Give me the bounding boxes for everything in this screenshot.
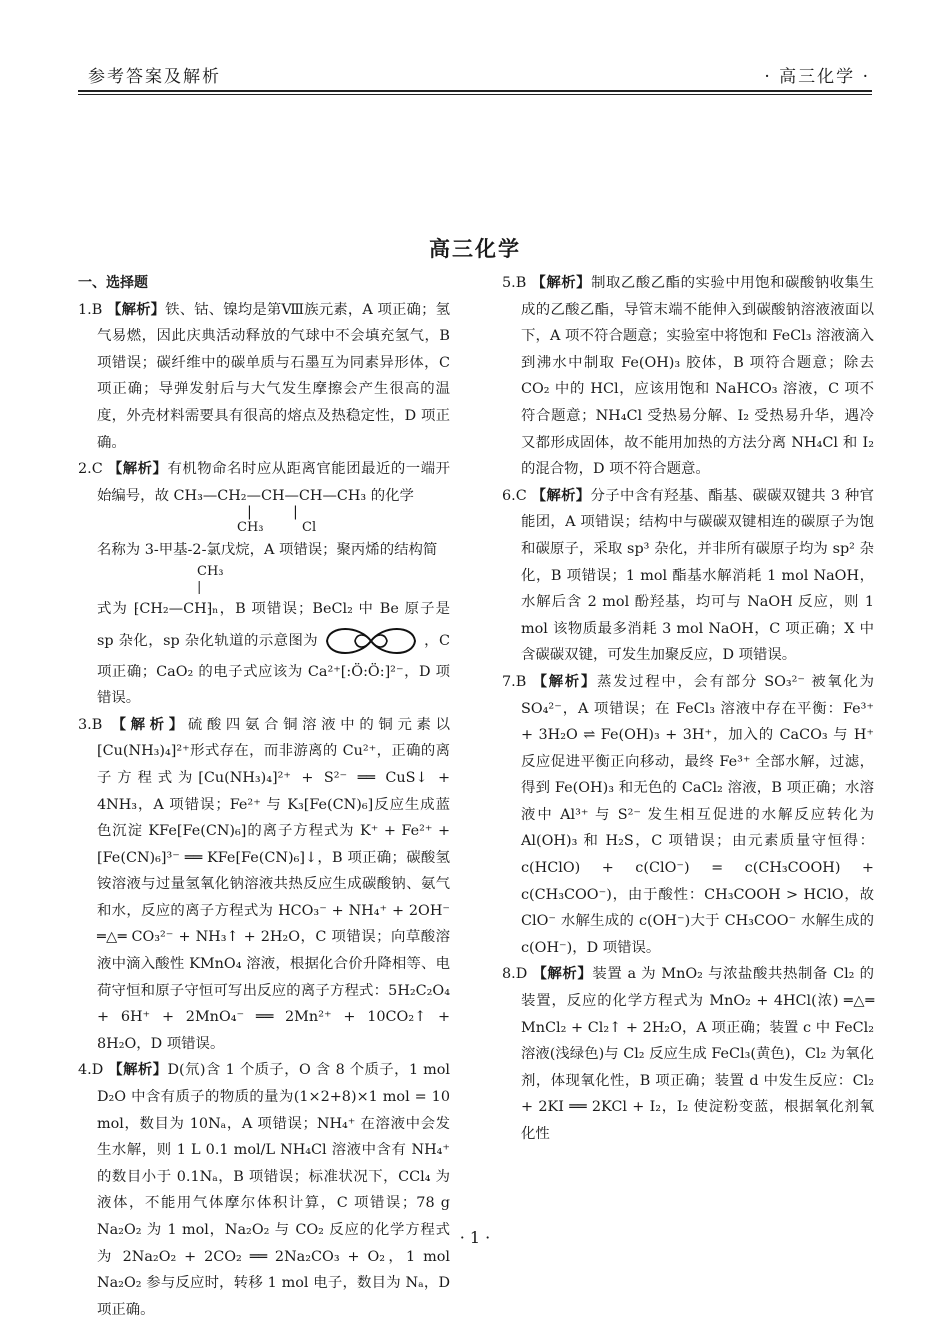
analysis-tag: 【解析】 [532,966,593,983]
right-column [502,270,874,1148]
item-text: 制取乙酸乙酯的实验中用饱和碳酸钠收集生成的乙酸乙酯，导管末端不能伸入到碳酸钠溶液液面以下，A 项不符合题意；实验室中将饱和 FeCl₃ 溶液滴入到沸水中制取 Fe(OH)₃ 胶体，B 项符合题意；除去 CO₂ 中的 HCl，应该用饱和 NaHCO₃ 溶液，C 项不符合题意；NH₄Cl 受热易分解、I₂ 受热易升华，遇冷又都形成固体，故不能用加热的方法分离 NH₄Cl 和 I₂ 的混合物，D 项不符合题意。 [521,275,874,478]
item-number: 8.D [502,966,528,983]
header-left: 参考答案及解析 [88,67,221,87]
item-text-c: 式为 ⁅CH₂—CH⁆ₙ，B 项错误；BeCl₂ 中 Be 原子是 sp 杂化，sp 杂化轨道的示意图为 [97,600,450,649]
item-text: 硫酸四氨合铜溶液中的铜元素以[Cu(NH₃)₄]²⁺形式存在，而非游离的 Cu²⁺，正确的离子方程式为[Cu(NH₃)₄]²⁺ + S²⁻ ══ CuS↓ + 4NH₃，A 项错误；Fe²⁺ 与 K₃[Fe(CN)₆]反应生成蓝色沉淀 KFe[Fe(CN)₆]的离子方程式为 K⁺ + Fe²⁺ + [Fe(CN)₆]³⁻ ══ KFe[Fe(CN)₆]↓，B 项正确；碳酸氢铵溶液与过量氢氧化钠溶液共热反应生成碳酸钠、氨气和水，反应的离子方程式为 HCO₃⁻ + NH₄⁺ + 2OH⁻ ═△═ CO₃²⁻ + NH₃↑ + 2H₂O，C 项错误；向草酸溶液中滴入酸性 KMnO₄ 溶液，根据化合价升降相等、电荷守恒和原子守恒可写出反应的离子方程式：5H₂C₂O₄ + 6H⁺ + 2MnO₄⁻ ══ 2Mn²⁺ + 10CO₂↑ + 8H₂O，D 项错误。 [97,716,450,1052]
section-heading: 一、选择题 [78,275,148,291]
answer-item-5 [502,270,874,483]
answer-item-7 [502,669,874,962]
sp-orbital-diagram [323,623,419,659]
item-number: 1.B [78,301,103,318]
item-text: 分子中含有羟基、酯基、碳碳双键共 3 种官能团，A 项错误；结构中与碳碳双键相连的碳原子为饱和碳原子，采取 sp³ 杂化，并非所有碳原子均为 sp² 杂化，B 项错误；1 mol 酯基水解消耗 1 mol NaOH，水解后含 2 mol 酚羟基，均可与 NaOH 反应，则 1 mol 该物质最多消耗 3 mol NaOH，C 项正确；X 中含碳碳双键，可发生加聚反应，D 项错误。 [521,487,874,664]
analysis-tag: 【解析】 [107,301,166,318]
analysis-tag: 【解析】 [531,275,592,291]
item-text: 装置 a 为 MnO₂ 与浓盐酸共热制备 Cl₂ 的装置，反应的化学方程式为 MnO₂ + 4HCl(浓) ═△═ MnCl₂ + Cl₂↑ + 2H₂O，A 项正确；装置 c 中 FeCl₂ 溶液(浅绿色)与 Cl₂ 反应生成 FeCl₃(黄色)，Cl₂ 为氧化剂，体现氧化性，B 项正确；装置 d 中发生反应：Cl₂ + 2KI ══ 2KCl + I₂，I₂ 使淀粉变蓝，根据氧化剂氧化性 [521,966,875,1142]
item-number: 4.D [78,1062,104,1079]
header-rule-thin [78,94,872,95]
item-text: 蒸发过程中，会有部分 SO₃²⁻ 被氧化为 SO₄²⁻，A 项错误；在 FeCl₃ 溶液中存在平衡：Fe³⁺ + 3H₂O ⇌ Fe(OH)₃ + 3H⁺，加入的 CaCO₃ 与 H⁺ 反应促进平衡正向移动，最终 Fe³⁺ 全部水解，过滤，得到 Fe(OH)₃ 和无色的 CaCl₂ 溶液，B 项正确；水溶液中 Al³⁺ 与 S²⁻ 发生相互促进的水解反应转化为 Al(OH)₃ 和 H₂S，C 项错误；由元素质量守恒得：c(HClO) + c(ClO⁻) = c(CH₃COOH) + c(CH₃COO⁻)，由于酸性：CH₃COOH > HClO，故 ClO⁻ 水解生成的 c(OH⁻)大于 CH₃COO⁻ 水解生成的 c(OH⁻)，D 项错误。 [521,673,874,956]
item-text-a: 有机物命名时应从距离官能团最近的一端开始编号，故 CH₃—CH₂—CH—CH—CH₃ 的化学 [97,461,450,504]
item-number: 3.B [78,716,103,733]
item-number: 6.C [502,487,527,504]
item-text-b: 名称为 3-甲基-2-氯戊烷，A 项错误；聚丙烯的结构简 [97,542,438,559]
item-text: D(氘)含 1 个质子，O 含 8 个质子，1 mol D₂O 中含有质子的物质的量为(1×2+8)×1 mol = 10 mol，数目为 10Nₐ，A 项错误；NH₄⁺ 在溶液中会发生水解，则 1 L 0.1 mol/L NH₄Cl 溶液中含有 NH₄⁺ 的数目小于 0.1Nₐ，B 项错误；标准状况下，CCl₄ 为液体，不能用气体摩尔体积计算，C 项错误；78 g Na₂O₂ 为 1 mol，Na₂O₂ 与 CO₂ 反应的化学方程式为 2Na₂O₂ + 2CO₂ ══ 2Na₂CO₃ + O₂，1 mol Na₂O₂ 参与反应时，转移 1 mol 电子，数目为 Nₐ，D 项正确。 [97,1062,450,1318]
page-number: · 1 · [459,1228,491,1247]
item-number: 5.B [502,275,527,291]
analysis-tag: 【解析】 [532,673,597,690]
item-text: 铁、钴、镍均是第Ⅷ族元素，A 项正确；氢气易燃，因此庆典活动释放的气球中不会填充氢气，B 项错误；碳纤维中的碳单质与石墨互为同素异形体，C 项正确；导弹发射后与大气发生摩擦会产生很高的温度，外壳材料需要具有很高的熔点及热稳定性，D 项正确。 [97,301,450,451]
answer-item-8 [502,961,874,1147]
answer-item-4 [78,1057,450,1323]
substituent-chloro: Cl [302,520,317,536]
branch-structure: | | CH₃ Cl [97,509,450,537]
analysis-tag: 【解析】 [108,1062,168,1079]
page-title: 高三化学 [429,237,521,261]
header-rule [78,90,872,92]
analysis-tag: 【解析】 [531,487,591,504]
answer-item-3 [78,712,450,1058]
answer-item-2 [78,456,450,712]
analysis-tag: 【解析】 [107,461,168,478]
polymer-branch: CH₃ | [197,563,224,595]
substituent-methyl: CH₃ [237,520,264,536]
item-text-d: ，C 项正确；CaO₂ 的电子式应该为 Ca²⁺[:Ö:Ö:]²⁻，D 项错误。 [97,632,451,707]
answer-item-6 [502,483,874,669]
answer-item-1 [78,297,450,457]
header-right: · 高三化学 · [764,67,870,87]
item-number: 2.C [78,461,103,478]
item-number: 7.B [502,673,527,690]
analysis-tag: 【解析】 [111,716,188,733]
left-column [78,270,450,1323]
